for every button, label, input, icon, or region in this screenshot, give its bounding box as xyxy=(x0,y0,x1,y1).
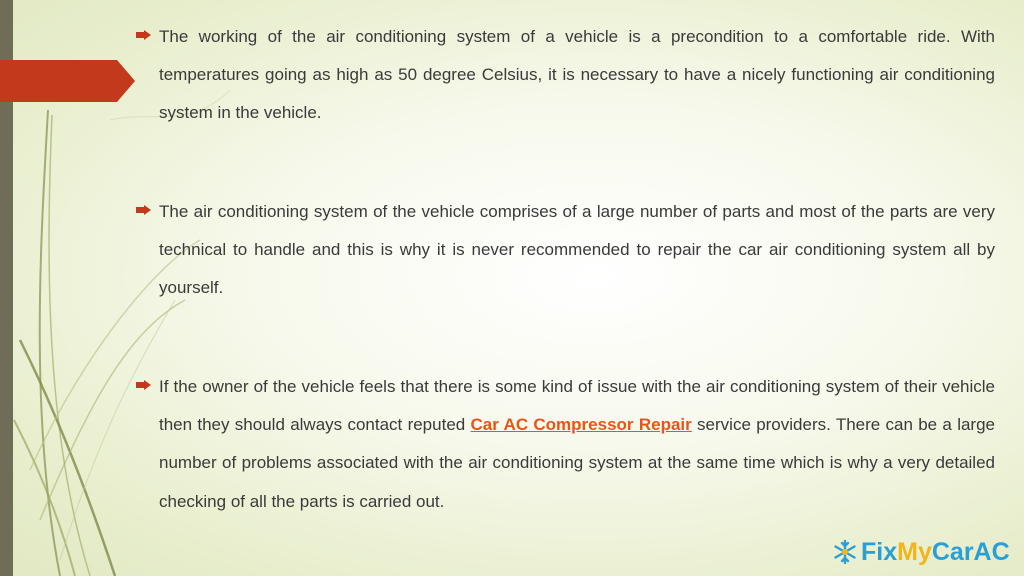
logo-text-fix: Fix xyxy=(861,537,898,566)
car-ac-compressor-repair-link[interactable]: Car AC Compressor Repair xyxy=(470,415,692,435)
bullet-item-2 xyxy=(136,193,995,308)
bullet-item-3 xyxy=(136,368,995,521)
bullet-text xyxy=(159,368,995,521)
bullet-text: The working of the air conditioning system of a vehicle is a precondition to a comfortable ride. With temperatures going as high as 50 degree Celsius, it is necessary to have a nicely functioning air conditioning system in the vehicle. xyxy=(159,27,995,123)
bullet-item-1 xyxy=(136,18,995,133)
snowflake-icon xyxy=(832,539,858,565)
logo-text-carac: CarAC xyxy=(931,537,1010,566)
bullet-text: The air conditioning system of the vehicle comprises of a large number of parts and most of the parts are very technical to handle and this is why it is never recommended to repair the car air conditioning system all by yourself. xyxy=(159,202,995,298)
bullet-text-after: service providers. There can be a large number of problems associated with the air conditioning system at the same time which is why a very detailed checking of all the parts is carried out. xyxy=(159,415,995,511)
fixmycarac-logo[interactable] xyxy=(832,536,1010,568)
logo-text xyxy=(861,538,1010,567)
bullet-text-before: If the owner of the vehicle feels that there is some kind of issue with the air conditioning system of their vehicle then they should always contact reputed xyxy=(159,377,995,435)
arrow-bullet-icon xyxy=(136,205,151,215)
arrow-bullet-icon xyxy=(136,380,151,390)
arrow-bullet-icon xyxy=(136,30,151,40)
accent-arrow-tab xyxy=(0,60,135,102)
logo-text-my: My xyxy=(897,537,932,566)
